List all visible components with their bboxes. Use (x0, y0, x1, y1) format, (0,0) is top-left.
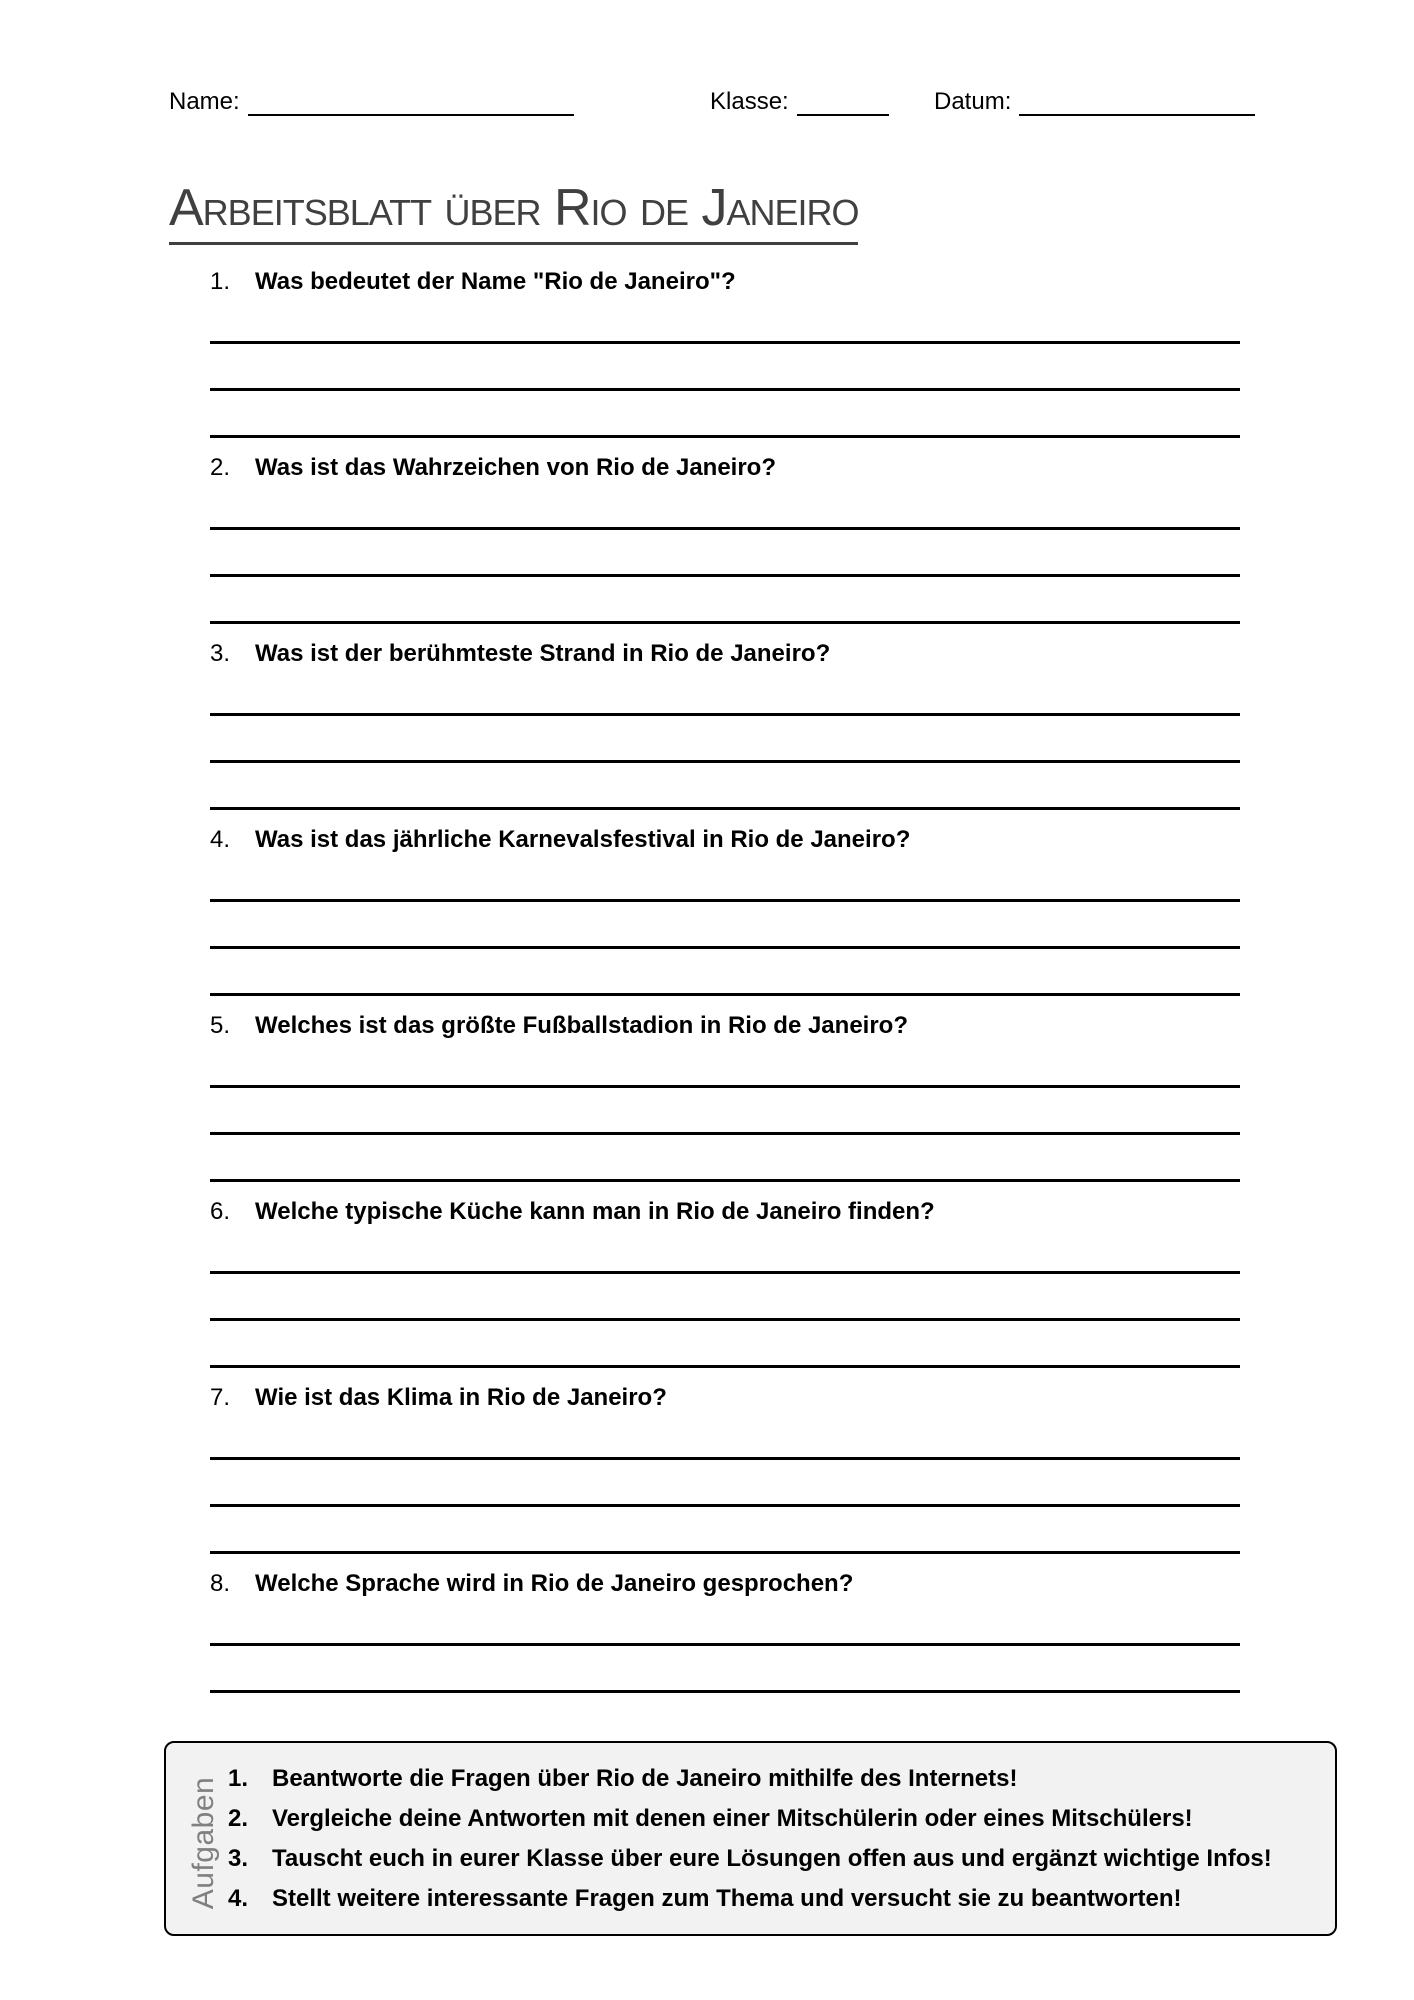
question-text: Was ist das jährliche Karnevalsfestival in Rio de Janeiro? (255, 826, 911, 853)
question-1 (210, 266, 1240, 298)
question-7 (210, 1382, 1240, 1414)
question-6 (210, 1196, 1240, 1228)
question-2 (210, 452, 1240, 484)
answer-line[interactable] (210, 993, 1240, 996)
klasse-input-line[interactable] (797, 90, 889, 116)
task-number: 4. (228, 1885, 249, 1912)
question-number: 4. (210, 826, 231, 853)
task-number: 2. (228, 1805, 249, 1832)
answer-line[interactable] (210, 1504, 1240, 1507)
name-label: Name: (169, 88, 240, 115)
question-number: 6. (210, 1198, 231, 1225)
task-text: Beantworte die Fragen über Rio de Janeiro mithilfe des Internets! (272, 1765, 1018, 1792)
name-field[interactable] (169, 86, 574, 116)
klasse-field[interactable] (710, 86, 889, 116)
task-item (228, 1759, 1272, 1799)
task-number: 3. (228, 1845, 249, 1872)
page-title: Arbeitsblatt über Rio de Janeiro (169, 176, 858, 245)
question-text: Welche typische Küche kann man in Rio de Janeiro finden? (255, 1198, 935, 1225)
answer-line[interactable] (210, 1551, 1240, 1554)
task-text: Vergleiche deine Antworten mit denen einer Mitschülerin oder eines Mitschülers! (272, 1805, 1193, 1832)
question-text: Was bedeutet der Name "Rio de Janeiro"? (255, 268, 736, 295)
datum-input-line[interactable] (1019, 90, 1255, 116)
klasse-label: Klasse: (710, 88, 789, 115)
answer-line[interactable] (210, 713, 1240, 716)
answer-line[interactable] (210, 574, 1240, 577)
answer-line[interactable] (210, 760, 1240, 763)
answer-line[interactable] (210, 1132, 1240, 1135)
question-8 (210, 1568, 1240, 1600)
answer-line[interactable] (210, 807, 1240, 810)
answer-line[interactable] (210, 435, 1240, 438)
answer-line[interactable] (210, 341, 1240, 344)
question-3 (210, 638, 1240, 670)
task-item (228, 1879, 1272, 1919)
task-item (228, 1839, 1272, 1879)
datum-label: Datum: (934, 88, 1012, 115)
task-text: Tauscht euch in eurer Klasse über eure Lösungen offen aus und ergänzt wichtige Infos! (272, 1845, 1272, 1872)
task-number: 1. (228, 1765, 249, 1792)
question-text: Welches ist das größte Fußballstadion in Rio de Janeiro? (255, 1012, 908, 1039)
answer-line[interactable] (210, 1457, 1240, 1460)
answer-line[interactable] (210, 1179, 1240, 1182)
answer-line[interactable] (210, 388, 1240, 391)
answer-line[interactable] (210, 527, 1240, 530)
answer-line[interactable] (210, 899, 1240, 902)
tasks-list (228, 1759, 1272, 1919)
task-text: Stellt weitere interessante Fragen zum Thema und versucht sie zu beantworten! (272, 1885, 1182, 1912)
question-number: 1. (210, 268, 231, 295)
tasks-side-label: Aufgaben (187, 1776, 220, 1910)
answer-line[interactable] (210, 1365, 1240, 1368)
question-text: Was ist der berühmteste Strand in Rio de Janeiro? (255, 640, 831, 667)
datum-field[interactable] (934, 86, 1255, 116)
question-4 (210, 824, 1240, 856)
answer-line[interactable] (210, 946, 1240, 949)
question-5 (210, 1010, 1240, 1042)
answer-line[interactable] (210, 1085, 1240, 1088)
question-number: 7. (210, 1384, 231, 1411)
question-text: Was ist das Wahrzeichen von Rio de Janeiro? (255, 454, 777, 481)
answer-line[interactable] (210, 1271, 1240, 1274)
answer-line[interactable] (210, 621, 1240, 624)
question-number: 8. (210, 1570, 231, 1597)
answer-line[interactable] (210, 1318, 1240, 1321)
question-number: 3. (210, 640, 231, 667)
question-number: 2. (210, 454, 231, 481)
name-input-line[interactable] (248, 90, 574, 116)
tasks-box (164, 1741, 1337, 1936)
answer-line[interactable] (210, 1643, 1240, 1646)
task-item (228, 1799, 1272, 1839)
question-text: Wie ist das Klima in Rio de Janeiro? (255, 1384, 667, 1411)
question-text: Welche Sprache wird in Rio de Janeiro gesprochen? (255, 1570, 854, 1597)
question-number: 5. (210, 1012, 231, 1039)
answer-line[interactable] (210, 1690, 1240, 1693)
